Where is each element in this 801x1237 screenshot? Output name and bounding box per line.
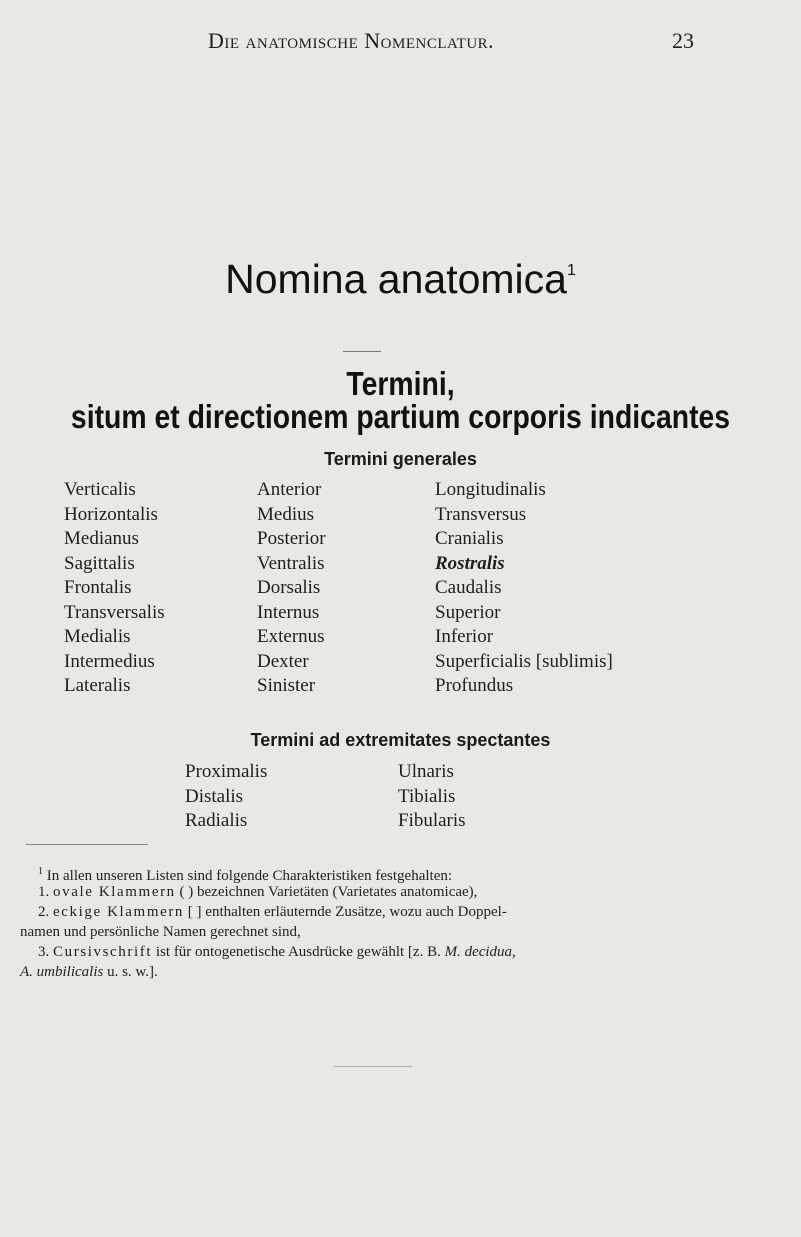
footnote-item-term: ovale Klammern — [53, 884, 176, 900]
term-item: Intermedius — [64, 650, 155, 672]
term-item: Ventralis — [257, 552, 325, 574]
term-item: Transversus — [435, 503, 527, 525]
term-item: Anterior — [257, 479, 322, 500]
generales-column-2 — [257, 478, 326, 699]
footnote-example: A. umbilicalis — [20, 964, 104, 980]
footnote-intro-text: In allen unseren Listen sind folgende Charakteristiken festgehalten: — [46, 868, 453, 884]
term-item: Internus — [257, 601, 320, 623]
term-item: Superficialis [sublimis] — [435, 650, 613, 672]
term-item: Transversalis — [64, 601, 165, 623]
extremitates-column-1 — [185, 760, 267, 834]
running-head-title: Die anatomische Nomenclatur. — [208, 28, 495, 53]
term-item: Medianus — [64, 528, 139, 549]
term-item: Inferior — [435, 626, 494, 647]
footnote-item-2-continuation: namen und persönliche Namen gerechnet sind, — [20, 924, 301, 940]
term-item: Superior — [435, 601, 501, 623]
page-number: 23 — [672, 28, 694, 53]
term-item: Radialis — [185, 810, 248, 831]
footnote-item-number: 1. — [38, 884, 50, 900]
term-item: Dorsalis — [257, 577, 321, 598]
footnote-item-number: 3. — [38, 944, 50, 960]
term-item: Distalis — [185, 785, 244, 807]
footnote-item-3-continuation — [20, 962, 710, 982]
footnote-item-2 — [38, 902, 728, 922]
title-divider — [343, 351, 381, 352]
footnote-item-number: 2. — [38, 904, 50, 920]
term-item: Frontalis — [64, 577, 132, 598]
footnote-item-term: eckige Klammern — [53, 904, 185, 920]
term-item: Horizontalis — [64, 503, 158, 525]
term-item: Fibularis — [398, 810, 466, 831]
footnote-marker: 1 — [38, 866, 43, 877]
page-title-text: Nomina anatomica — [225, 256, 567, 302]
term-item: Sagittalis — [64, 552, 135, 574]
generales-column-3 — [435, 478, 613, 699]
footnote-item-text: [ ] enthalten erläuternde Zusätze, wozu auch Doppel- — [187, 904, 507, 920]
term-item: Posterior — [257, 528, 326, 549]
term-item: Dexter — [257, 650, 309, 672]
term-item: Profundus — [435, 675, 514, 696]
term-item: Tibialis — [398, 785, 456, 807]
running-head — [0, 28, 801, 58]
footnote-divider — [26, 844, 148, 845]
footnote-item-text: u. s. w.]. — [107, 964, 158, 980]
term-item: Sinister — [257, 675, 316, 696]
term-item: Verticalis — [64, 479, 136, 500]
footnote-item-term: Cursivschrift — [53, 944, 153, 960]
extremitates-column-2 — [398, 760, 466, 834]
footnote-item-1 — [38, 882, 728, 902]
term-item-italic: Rostralis — [435, 552, 505, 574]
footnote-example: M. decidua, — [444, 944, 516, 960]
term-item: Proximalis — [185, 761, 268, 782]
term-item: Externus — [257, 626, 325, 647]
page-title — [0, 256, 801, 303]
termini-generales-heading: Termini generales — [324, 449, 477, 469]
subtitle-line-2: situm et directionem partium corporis indicantes — [70, 398, 731, 435]
footnote-marker: 1 — [566, 262, 576, 279]
footnote-item-text: ( ) bezeichnen Varietäten (Varietates anatomicae), — [179, 884, 478, 900]
footnote-item-3 — [38, 942, 728, 962]
bottom-divider — [334, 1066, 412, 1067]
term-item: Lateralis — [64, 675, 131, 696]
generales-column-1 — [64, 478, 165, 699]
term-item: Ulnaris — [398, 761, 454, 782]
subtitle-line-1: Termini, — [346, 365, 455, 402]
term-item: Longitudinalis — [435, 479, 546, 500]
footnote-item-text: ist für ontogenetische Ausdrücke gewählt [z. B. — [155, 944, 441, 960]
term-item: Cranialis — [435, 528, 504, 549]
term-item: Medialis — [64, 626, 131, 647]
term-item: Medius — [257, 503, 314, 525]
termini-extremitates-heading: Termini ad extremitates spectantes — [250, 730, 551, 750]
term-item: Caudalis — [435, 577, 502, 598]
